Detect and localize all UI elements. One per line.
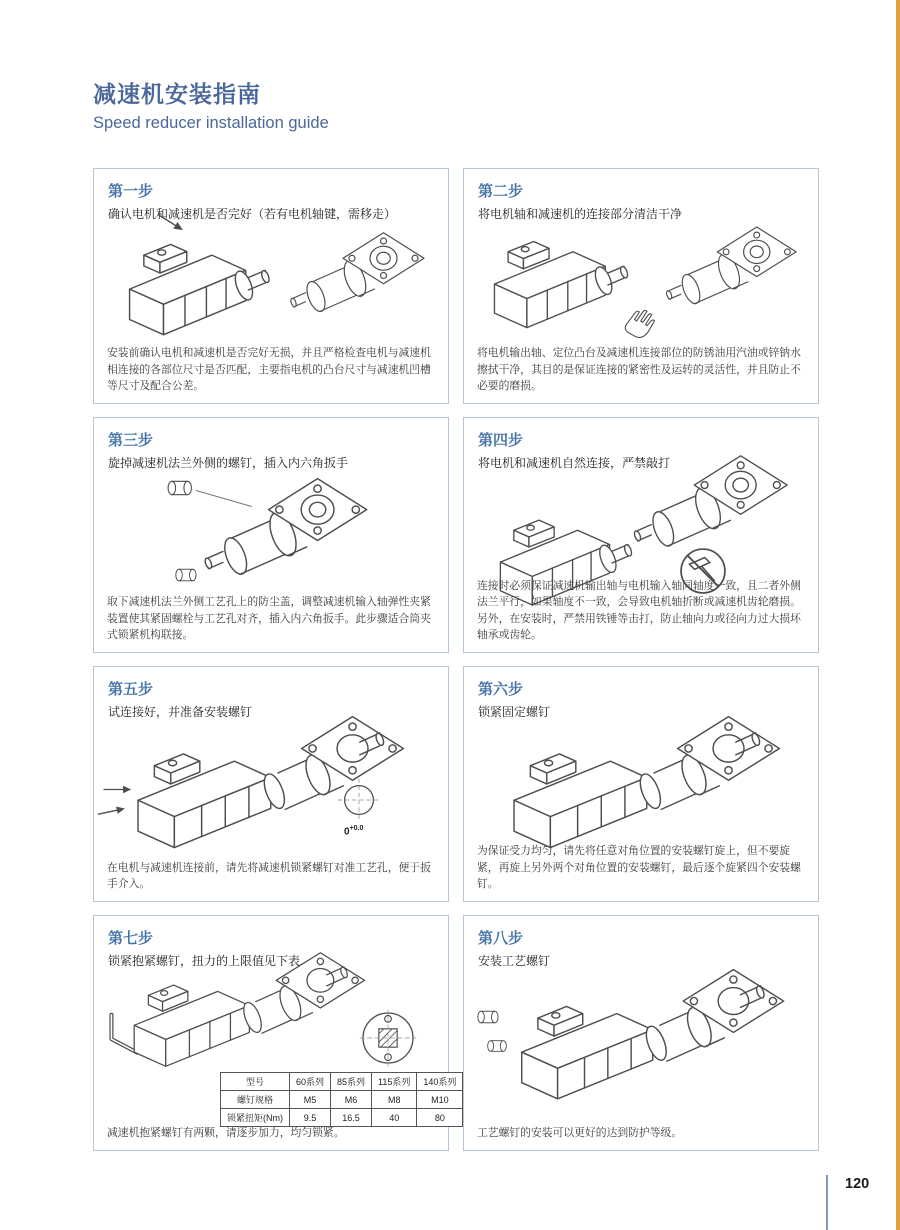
- steps-grid: [93, 168, 819, 1151]
- step-1-caption: 安装前确认电机和减速机是否完好无损，并且严格检查电机与减速机相连接的各部位尺寸是否匹配，主要指电机的凸台尺寸与减速机凹槽等尺寸及配合公差。: [107, 347, 431, 392]
- step-6-title: 第六步: [478, 681, 524, 698]
- step-3-panel: [93, 417, 449, 653]
- step-8-panel: [463, 915, 819, 1151]
- step-2-subtitle: 将电机轴和减速机的连接部分清洁干净: [478, 207, 683, 221]
- step-1-title: 第一步: [108, 183, 154, 200]
- step-7-panel: [93, 915, 457, 1151]
- page-title: 减速机安装指南: [93, 81, 261, 107]
- step-4-caption: 连接时必须保证减速机输出轴与电机输入轴同轴度一致，且二者外侧法兰平行，如果轴度不一致，会导致电机轴折断或减速机齿轮磨损。另外，在安装时，严禁用铁锤等击打，防止轴向力或径向力过大损坏轴承或齿轮。: [477, 580, 801, 641]
- gearbox-drawing: [656, 215, 802, 331]
- step-2-panel: [463, 168, 819, 404]
- step-5-subtitle: 试连接好，并准备安装螺钉: [108, 705, 253, 719]
- tolerance-detail-circle: [332, 773, 386, 827]
- tolerance-annotation: $0^{+0.0}$: [344, 825, 364, 838]
- plug-screw-icon: [476, 1008, 502, 1026]
- step-3-subtitle: 旋掉减速机法兰外侧的螺钉，插入内六角扳手: [108, 456, 349, 470]
- table-row: 型号 60系列 85系列 115系列 140系列: [221, 1073, 463, 1091]
- step-4-panel: [463, 417, 819, 653]
- step-1-subtitle: 确认电机和减速机是否完好（若有电机轴键，需移走）: [108, 207, 397, 221]
- step-5-title: 第五步: [108, 681, 154, 698]
- step-4-subtitle: 将电机和减速机自然连接，严禁敲打: [478, 456, 671, 470]
- step-3-title: 第三步: [108, 432, 154, 449]
- step-8-title: 第八步: [478, 930, 524, 947]
- step-8-subtitle: 安装工艺螺钉: [478, 954, 551, 968]
- cross-section-detail: [358, 1008, 418, 1068]
- table-row: 螺钉规格 M5 M6 M8 M10: [221, 1091, 463, 1109]
- step-7-subtitle: 锁紧抱紧螺钉，扭力的上限值见下表: [108, 954, 301, 968]
- step-4-title: 第四步: [478, 432, 524, 449]
- step-7-title: 第七步: [108, 930, 154, 947]
- page-number: 120: [845, 1176, 870, 1192]
- torque-table: [220, 1072, 463, 1127]
- step-3-caption: 取下减速机法兰外侧工艺孔上的防尘盖，调整减速机输入轴弹性夹紧装置使其紧固螺栓与工艺孔对齐，插入内六角扳手。此步骤适合筒夹式锁紧机构联接。: [107, 596, 431, 641]
- gearbox-drawing: [280, 221, 430, 339]
- table-row: 锁紧扭矩(Nm) 9.5 16.5 40 80: [221, 1109, 463, 1127]
- step-5-panel: [93, 666, 449, 902]
- step-2-title: 第二步: [478, 183, 524, 200]
- step-6-caption: 为保证受力均匀，请先将任意对角位置的安装螺钉旋上，但不要旋紧，再旋上另外两个对角位置的安装螺钉，最后逐个旋紧四个安装螺钉。: [477, 845, 801, 890]
- assembly-drawing: [502, 964, 798, 1126]
- assembly-drawing: [114, 948, 380, 1090]
- step-7-caption: 减速机抱紧螺钉有两颗，请逐步加力，均匀锁紧。: [107, 1126, 345, 1139]
- step-2-caption: 将电机输出轴、定位凸台及减速机连接部位的防锈油用汽油或锌钠水擦拭干净，其目的是保证连接的紧密性及运转的灵活性，并且防止不必要的磨损。: [477, 347, 801, 392]
- step-6-panel: [463, 666, 819, 902]
- page-subtitle: Speed reducer installation guide: [93, 114, 329, 132]
- motor-drawing: [474, 221, 636, 349]
- page-edge-strip: [896, 0, 900, 1230]
- step-5-caption: 在电机与减速机连接前，请先将减速机锁紧螺钉对准工艺孔，便于扳手介入。: [107, 861, 431, 890]
- step-8-caption: 工艺螺钉的安装可以更好的达到防护等级。: [477, 1126, 683, 1139]
- step-6-subtitle: 锁紧固定螺钉: [478, 705, 551, 719]
- motor-drawing: [108, 223, 278, 357]
- page-header: [93, 76, 329, 133]
- footer-divider: [826, 1175, 828, 1230]
- gearbox-drawing: [192, 466, 374, 606]
- step-1-panel: [93, 168, 449, 404]
- cleaning-hand-icon: [616, 301, 660, 345]
